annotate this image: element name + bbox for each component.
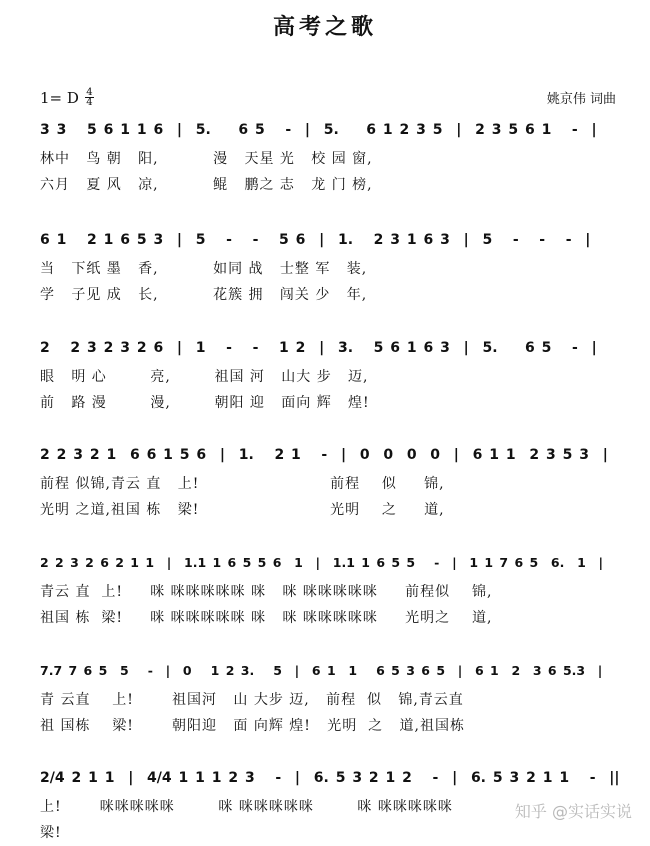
lyric-verse-1: 青云 直 上! 咪 咪咪咪咪咪 咪 咪 咪咪咪咪咪 前程似 锦, — [40, 584, 493, 600]
jianpu-notes: 2 2 3 2 1 6 6 1 5 6 | 1. 2 1 - | 0 0 0 0 | 6 1 1 2 3 5 3 | — [40, 447, 608, 463]
lyric-verse-2: 梁! — [40, 825, 62, 841]
music-system-6 — [40, 659, 622, 739]
lyric-verse-1: 林中 鸟 朝 阳, 漫 天星 光 校 园 窗, — [40, 151, 373, 167]
music-system-3 — [40, 336, 622, 416]
lyric-verse-2: 前 路 漫 漫, 朝阳 迎 面向 辉 煌! — [40, 395, 370, 411]
lyric-verse-2: 光明 之道,祖国 栋 梁! 光明 之 道, — [40, 502, 445, 518]
jianpu-notes: 7.7 7 6 5 5 - | 0 1 2 3. 5 | 6 1 1 6 5 3 6 5 | 6 1 2 3 6 5.3 | — [40, 663, 603, 678]
notes-row — [40, 228, 622, 254]
lyric-verse-2: 祖国 栋 梁! 咪 咪咪咪咪咪 咪 咪 咪咪咪咪咪 光明之 道, — [40, 610, 493, 626]
jianpu-notes: 2 2 3 2 3 2 6 | 1 - - 1 2 | 3. 5 6 1 6 3 | 5. 6 5 - | — [40, 340, 597, 356]
time-signature-top: 4 — [86, 87, 93, 98]
credit-lyricist-composer: 姚京伟 词曲 — [546, 92, 616, 107]
lyric-verse-2: 祖 国栋 梁! 朝阳迎 面 向辉 煌! 光明 之 道,祖国栋 — [40, 718, 465, 734]
jianpu-notes: 6 1 2 1 6 5 3 | 5 - - 5 6 | 1. 2 3 1 6 3 | 5 - - - | — [40, 232, 591, 248]
notes-row — [40, 766, 622, 792]
notes-row — [40, 659, 622, 685]
jianpu-notes: 2/4 2 1 1 | 4/4 1 1 1 2 3 - | 6. 5 3 2 1 2 - | 6. 5 3 2 1 1 - || — [40, 770, 620, 786]
lyric-verse-1: 眼 明 心 亮, 祖国 河 山大 步 迈, — [40, 369, 369, 385]
time-signature — [85, 88, 94, 107]
lyric-verse-1: 青 云直 上! 祖国河 山 大步 迈, 前程 似 锦,青云直 — [40, 692, 464, 708]
lyric-verse-2: 六月 夏 风 凉, 鲲 鹏之 志 龙 门 榜, — [40, 177, 373, 193]
time-signature-bottom: 4 — [86, 97, 93, 108]
notes-row — [40, 118, 622, 144]
jianpu-notes: 2 2 3 2 6 2 1 1 | 1.1 1 6 5 5 6 1 | 1.1 1 6 5 5 - | 1 1 7 6 5 6. 1 | — [40, 555, 604, 570]
page-title: 高考之歌 — [272, 14, 377, 40]
notes-row — [40, 336, 622, 362]
music-system-4 — [40, 443, 622, 523]
key-label: 1= D — [40, 88, 79, 107]
lyric-verse-1: 上! 咪咪咪咪咪 咪 咪咪咪咪咪 咪 咪咪咪咪咪 — [40, 799, 453, 815]
jianpu-notes: 3 3 5 6 1 1 6 | 5. 6 5 - | 5. 6 1 2 3 5 | 2 3 5 6 1 - | — [40, 122, 597, 138]
notes-row — [40, 443, 622, 469]
lyric-verse-2: 学 子见 成 长, 花簇 拥 闯关 少 年, — [40, 287, 368, 303]
key-signature — [40, 88, 94, 107]
notes-row — [40, 551, 622, 577]
music-system-1 — [40, 118, 622, 198]
watermark: 知乎 @实话实说 — [514, 802, 632, 821]
lyric-verse-1: 当 下纸 墨 香, 如同 战 士整 军 装, — [40, 261, 368, 277]
music-system-5 — [40, 551, 622, 631]
lyric-verse-1: 前程 似锦,青云 直 上! 前程 似 锦, — [40, 476, 445, 492]
music-system-2 — [40, 228, 622, 308]
